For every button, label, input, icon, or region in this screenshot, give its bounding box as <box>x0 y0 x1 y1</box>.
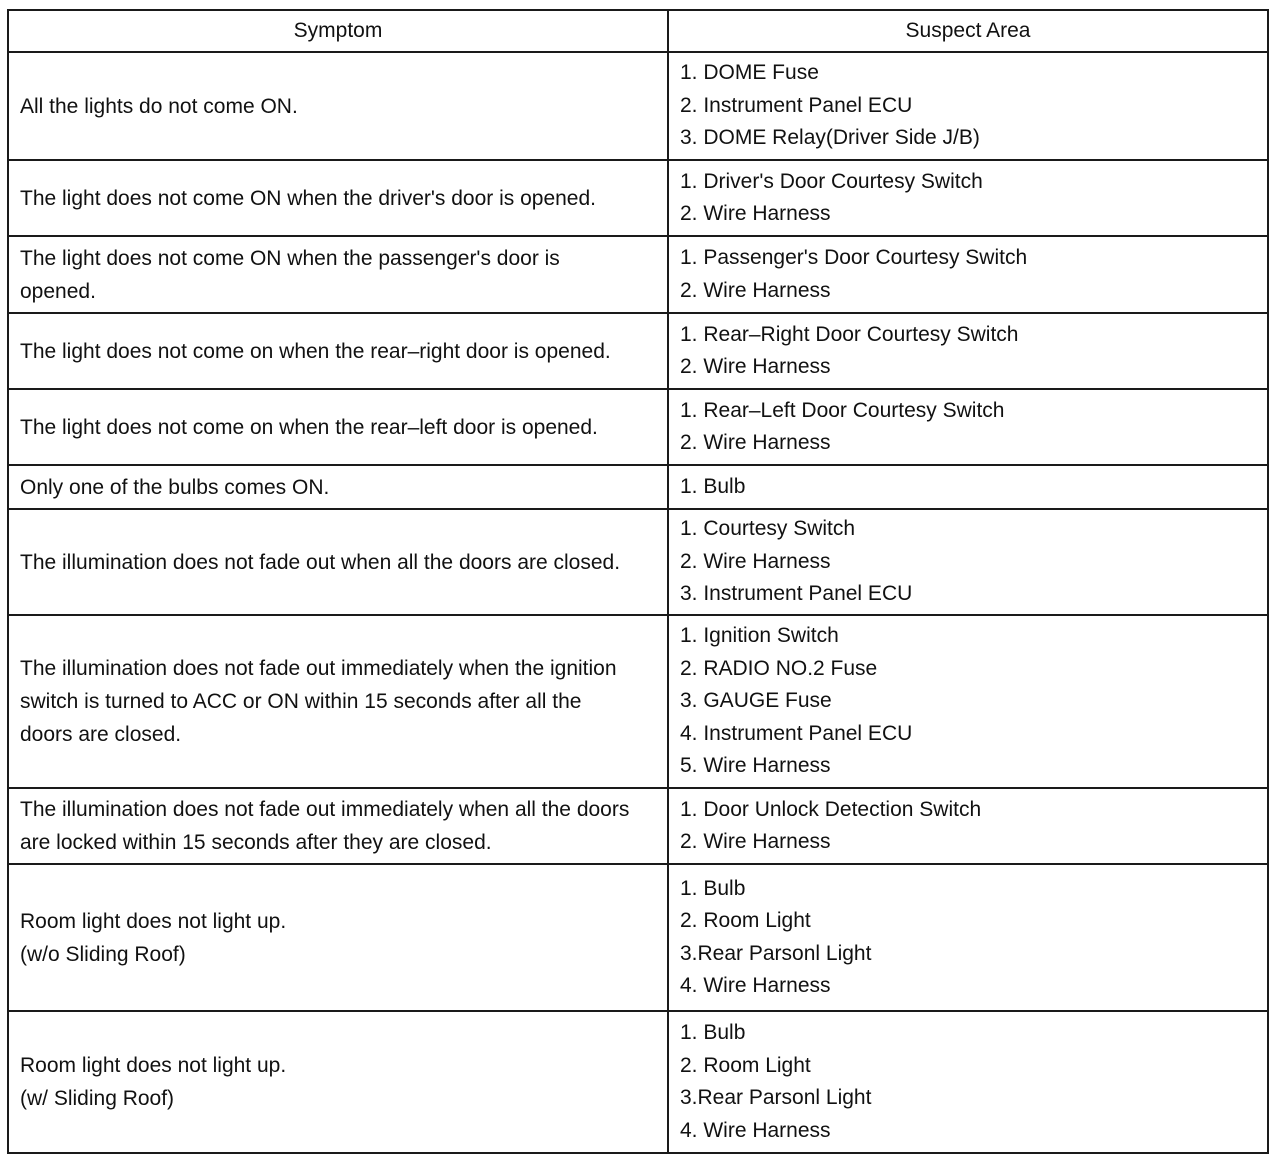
suspect-item: 1. Bulb <box>680 1021 746 1044</box>
suspect-item: 2. Room Light <box>680 909 811 932</box>
suspect-area-cell <box>668 864 1268 1011</box>
symptom-text: The light does not come ON when the passenger's door is opened. <box>20 246 560 303</box>
suspect-item: 2. Wire Harness <box>680 830 831 853</box>
table-row <box>8 465 1268 509</box>
suspect-item: 4. Wire Harness <box>680 974 831 997</box>
suspect-item: 2. Wire Harness <box>680 202 831 225</box>
table-row <box>8 236 1268 313</box>
symptom-cell <box>8 465 668 509</box>
suspect-item: 2. Wire Harness <box>680 278 831 302</box>
symptom-cell <box>8 160 668 236</box>
symptom-text: The illumination does not fade out immediately when the ignition switch is turned to ACC or ON within 15 seconds after all the doors are closed. <box>20 657 617 746</box>
suspect-item: 3. Instrument Panel ECU <box>680 582 913 606</box>
symptom-cell <box>8 615 668 788</box>
suspect-area-cell <box>668 788 1268 864</box>
suspect-item: 1. Bulb <box>680 876 746 900</box>
table-row <box>8 313 1268 389</box>
suspect-item: 2. RADIO NO.2 Fuse <box>680 656 878 680</box>
suspect-item: 2. Instrument Panel ECU <box>680 93 913 117</box>
symptom-cell <box>8 236 668 313</box>
suspect-item: 3. DOME Relay(Driver Side J/B) <box>680 126 980 150</box>
suspect-list <box>680 319 1267 384</box>
suspect-area-cell <box>668 389 1268 465</box>
suspect-list <box>680 794 1267 859</box>
suspect-item: 1. Passenger's Door Courtesy Switch <box>680 246 1028 269</box>
suspect-item: 3.Rear Parsonl Light <box>680 941 872 965</box>
suspect-item: 5. Wire Harness <box>680 754 831 778</box>
suspect-list <box>680 873 1267 1003</box>
suspect-area-cell <box>668 509 1268 615</box>
suspect-area-cell <box>668 465 1268 509</box>
suspect-list <box>680 395 1267 460</box>
suspect-list <box>680 1017 1267 1147</box>
symptom-cell <box>8 788 668 864</box>
suspect-area-cell <box>668 615 1268 788</box>
symptom-text: The illumination does not fade out when all the doors are closed. <box>20 550 621 574</box>
suspect-item: 4. Instrument Panel ECU <box>680 721 913 745</box>
suspect-item: 1. Rear–Right Door Courtesy Switch <box>680 322 1019 346</box>
suspect-item: 1. Bulb <box>680 474 746 498</box>
symptom-text: Room light does not light up. (w/o Sliding Roof) <box>20 909 287 966</box>
symptom-cell <box>8 864 668 1011</box>
suspect-item: 4. Wire Harness <box>680 1118 831 1142</box>
suspect-item: 2. Wire Harness <box>680 431 831 454</box>
suspect-list <box>680 513 1267 611</box>
symptom-text: The illumination does not fade out immediately when all the doors are locked within 15 seconds after they are closed. <box>20 798 630 854</box>
suspect-item: 1. Driver's Door Courtesy Switch <box>680 169 983 193</box>
suspect-list <box>680 620 1267 783</box>
symptom-header: Symptom <box>8 10 668 52</box>
suspect-list <box>680 471 1267 504</box>
symptom-text: All the lights do not come ON. <box>20 94 298 118</box>
suspect-item: 1. Courtesy Switch <box>680 517 856 541</box>
table-header-row <box>8 10 1268 52</box>
table-row <box>8 788 1268 864</box>
suspect-item: 3. GAUGE Fuse <box>680 689 832 713</box>
table-row <box>8 160 1268 236</box>
suspect-list <box>680 166 1267 231</box>
suspect-area-header: Suspect Area <box>668 10 1268 52</box>
suspect-list <box>680 57 1267 155</box>
symptom-text: Only one of the bulbs comes ON. <box>20 475 330 499</box>
symptom-cell <box>8 52 668 160</box>
suspect-area-cell <box>668 1011 1268 1153</box>
suspect-item: 2. Wire Harness <box>680 355 831 378</box>
symptom-text: The light does not come on when the rear–left door is opened. <box>20 415 598 439</box>
table-row <box>8 52 1268 160</box>
suspect-item: 1. Rear–Left Door Courtesy Switch <box>680 398 1005 422</box>
suspect-area-cell <box>668 160 1268 236</box>
suspect-item: 2. Wire Harness <box>680 549 831 573</box>
symptom-cell <box>8 389 668 465</box>
suspect-item: 1. Door Unlock Detection Switch <box>680 797 982 821</box>
symptom-text: The light does not come ON when the driver's door is opened. <box>20 186 596 210</box>
table-row <box>8 1011 1268 1153</box>
table-row <box>8 389 1268 465</box>
symptom-cell <box>8 509 668 615</box>
symptom-cell <box>8 313 668 389</box>
suspect-area-cell <box>668 313 1268 389</box>
suspect-item: 3.Rear Parsonl Light <box>680 1086 872 1109</box>
table-row <box>8 615 1268 788</box>
table-row <box>8 509 1268 615</box>
suspect-area-cell <box>668 52 1268 160</box>
symptom-cell <box>8 1011 668 1153</box>
suspect-area-cell <box>668 236 1268 313</box>
table-row <box>8 864 1268 1011</box>
symptom-table <box>7 9 1269 1154</box>
suspect-item: 1. Ignition Switch <box>680 624 839 648</box>
table-body <box>8 52 1268 1153</box>
suspect-list <box>680 242 1267 307</box>
symptom-text: Room light does not light up. (w/ Sliding Roof) <box>20 1054 287 1110</box>
suspect-item: 1. DOME Fuse <box>680 61 819 85</box>
suspect-item: 2. Room Light <box>680 1053 811 1077</box>
symptom-text: The light does not come on when the rear–right door is opened. <box>20 339 611 363</box>
